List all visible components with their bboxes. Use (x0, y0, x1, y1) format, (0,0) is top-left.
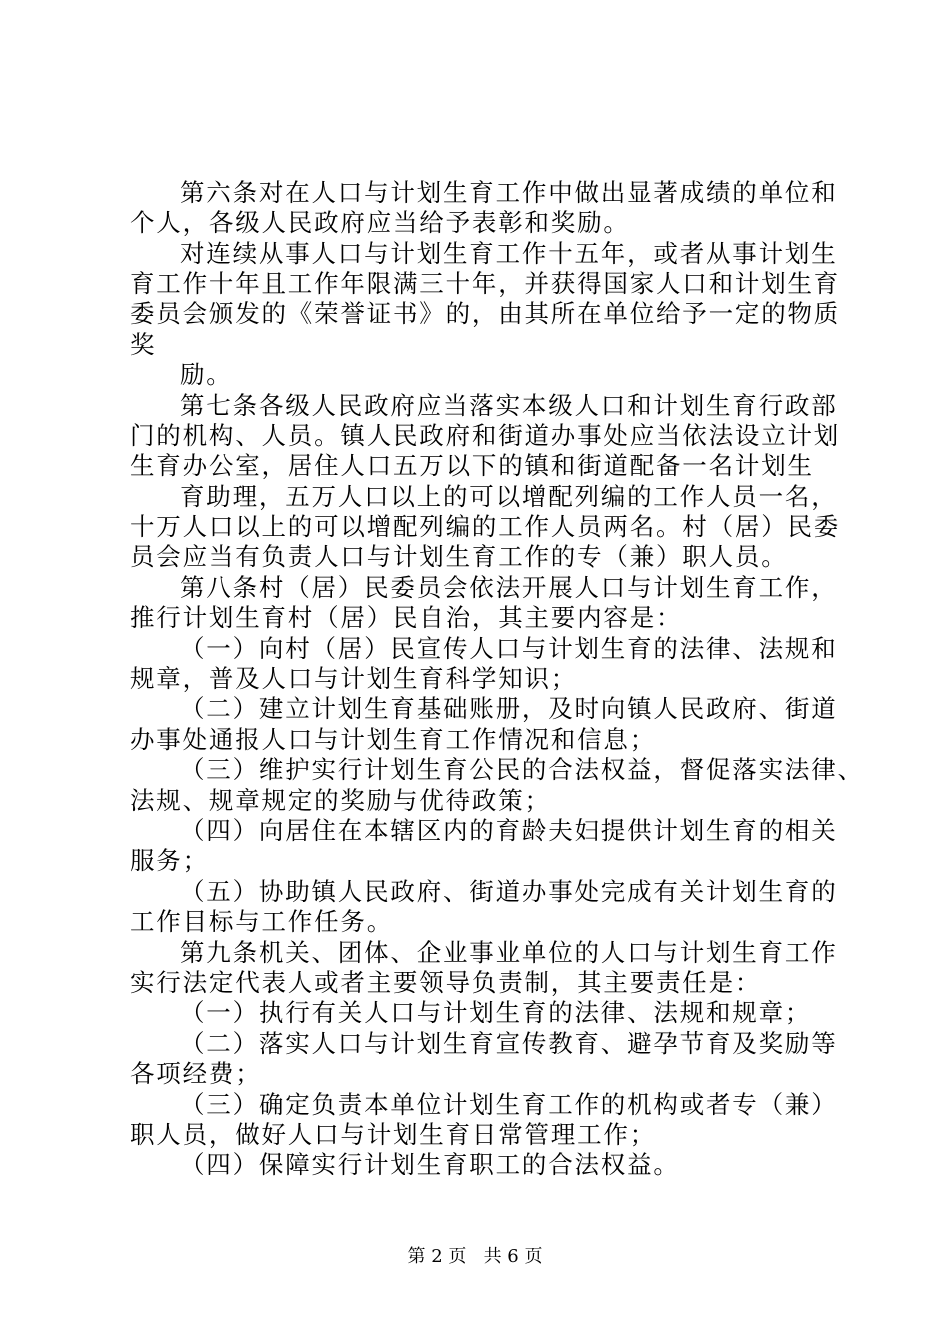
paragraph-line: 实行法定代表人或者主要领导负责制，其主要责任是： (130, 968, 762, 997)
page-number-footer: 第 2 页 共 6 页 (407, 1246, 543, 1267)
paragraph-line: 第七条各级人民政府应当落实本级人口和计划生育行政部 (180, 391, 838, 420)
paragraph-line: （四）向居住在本辖区内的育龄夫妇提供计划生育的相关 (180, 816, 838, 845)
paragraph-line: （二）建立计划生育基础账册，及时向镇人民政府、街道 (180, 694, 838, 723)
paragraph-line: 个人，各级人民政府应当给予表彰和奖励。 (130, 208, 630, 237)
paragraph-line: 育工作十年且工作年限满三十年，并获得国家人口和计划生育 (130, 269, 841, 298)
paragraph-line: 推行计划生育村（居）民自治，其主要内容是： (130, 603, 683, 632)
paragraph-line: （四）保障实行计划生育职工的合法权益。 (180, 1150, 680, 1179)
paragraph-line: 十万人口以上的可以增配列编的工作人员两名。村（居）民委 (130, 512, 841, 541)
paragraph-line: （五）协助镇人民政府、街道办事处完成有关计划生育的 (180, 877, 838, 906)
paragraph-line: 法规、规章规定的奖励与优待政策； (130, 786, 551, 815)
paragraph-line: 办事处通报人口与计划生育工作情况和信息； (130, 725, 656, 754)
paragraph-line: 员会应当有负责人口与计划生育工作的专（兼）职人员。 (130, 542, 788, 571)
paragraph-line: 第八条村（居）民委员会依法开展人口与计划生育工作， (180, 573, 838, 602)
paragraph-line: 规章，普及人口与计划生育科学知识； (130, 664, 578, 693)
paragraph-line: 职人员，做好人口与计划生育日常管理工作； (130, 1120, 656, 1149)
paragraph-line: 工作目标与工作任务。 (130, 907, 393, 936)
paragraph-line: 服务； (130, 846, 209, 875)
paragraph-line: （二）落实人口与计划生育宣传教育、避孕节育及奖励等 (180, 1029, 838, 1058)
paragraph-line: 第六条对在人口与计划生育工作中做出显著成绩的单位和 (180, 178, 838, 207)
paragraph-line: 奖 (130, 330, 157, 359)
paragraph-line: 门的机构、人员。镇人民政府和街道办事处应当依法设立计划 (130, 421, 841, 450)
paragraph-line: 励。 (180, 360, 233, 389)
paragraph-line: （三）确定负责本单位计划生育工作的机构或者专（兼） (180, 1090, 838, 1119)
paragraph-line: （三）维护实行计划生育公民的合法权益，督促落实法律、 (180, 755, 864, 784)
paragraph-line: 委员会颁发的《荣誉证书》的，由其所在单位给予一定的物质 (130, 299, 841, 328)
paragraph-line: 育助理，五万人口以上的可以增配列编的工作人员一名， (180, 482, 838, 511)
paragraph-line: （一）向村（居）民宣传人口与计划生育的法律、法规和 (180, 634, 838, 663)
paragraph-line: 对连续从事人口与计划生育工作十五年，或者从事计划生 (180, 239, 838, 268)
paragraph-line: 生育办公室，居住人口五万以下的镇和街道配备一名计划生 (130, 451, 814, 480)
paragraph-line: （一）执行有关人口与计划生育的法律、法规和规章； (180, 998, 812, 1027)
paragraph-line: 第九条机关、团体、企业事业单位的人口与计划生育工作 (180, 938, 838, 967)
paragraph-line: 各项经费； (130, 1059, 262, 1088)
